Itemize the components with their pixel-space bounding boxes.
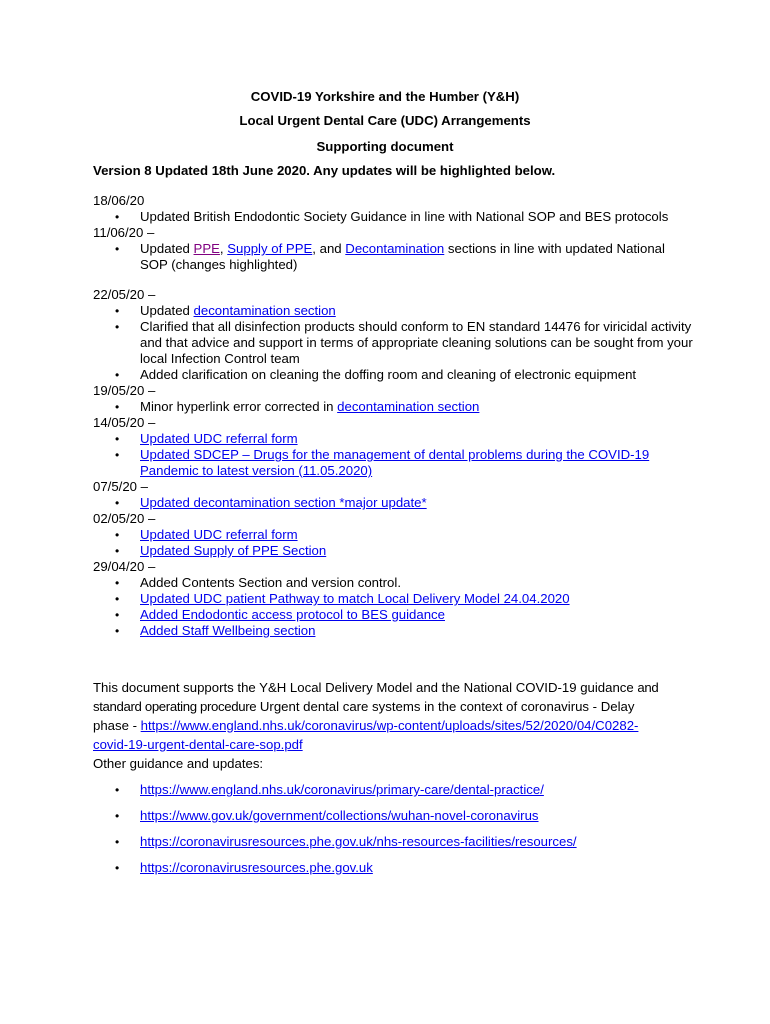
bullet-icon: • <box>115 496 120 510</box>
changelog-list <box>93 575 693 639</box>
udc-referral-form-link[interactable]: Updated UDC referral form <box>140 527 298 542</box>
sdcep-drugs-link[interactable]: Updated SDCEP – Drugs for the management of dental problems during the COVID-19 Pandemic to latest version (11.05.2020) <box>140 447 650 478</box>
staff-wellbeing-link[interactable]: Added Staff Wellbeing section <box>140 623 316 638</box>
bullet-icon: • <box>115 809 120 823</box>
changelog-date: 22/05/20 – <box>93 287 156 302</box>
changelog-item <box>93 591 693 607</box>
decontamination-section-link[interactable]: decontamination section <box>193 303 336 318</box>
supply-of-ppe-section-link[interactable]: Updated Supply of PPE Section <box>140 543 327 558</box>
changelog-date: 29/04/20 – <box>93 559 156 574</box>
bullet-icon: • <box>115 242 120 256</box>
list-item <box>93 808 693 834</box>
ppe-link[interactable]: PPE <box>193 241 220 256</box>
changelog-date: 14/05/20 – <box>93 415 156 430</box>
changelog-list <box>93 495 693 511</box>
changelog-item: • Updated decontamination section <box>115 303 336 318</box>
changelog-date: 02/05/20 – <box>93 511 156 526</box>
bullet-icon: • <box>115 608 120 622</box>
document-title-line1: COVID-19 Yorkshire and the Humber (Y&H) <box>250 89 520 104</box>
document-subtitle: Supporting document <box>316 139 454 154</box>
guidance-links-list <box>93 782 693 886</box>
bullet-icon: • <box>115 576 120 590</box>
changelog-item: • Added clarification on cleaning the doffing room and cleaning of electronic equipment <box>115 367 637 382</box>
bullet-icon: • <box>115 835 120 849</box>
changelog <box>93 193 693 639</box>
bullet-icon: • <box>115 432 120 446</box>
changelog-item <box>93 447 693 479</box>
bullet-icon: • <box>115 448 120 462</box>
intro-paragraph: This document supports the Y&H Local Delivery Model and the National COVID-19 guidance and standard operating procedure Urgent dental care systems in the context of coronavirus - Delay phase - https://www.england.nhs.uk/coronavirus/wp-content/uploads/sites/52/2020/04/C0282-covid-19-urgent-dental-care-sop.pdf <box>93 680 659 752</box>
changelog-item: • Updated PPE, Supply of PPE, and Decontamination sections in line with updated National SOP (changes highlighted) <box>115 241 665 272</box>
document-title-line2: Local Urgent Dental Care (UDC) Arrangements <box>239 113 531 128</box>
decontamination-major-update-link[interactable]: Updated decontamination section *major update* <box>140 495 427 510</box>
changelog-item <box>93 607 693 623</box>
bullet-icon: • <box>115 783 120 797</box>
bullet-icon: • <box>115 400 120 414</box>
other-guidance-heading: Other guidance and updates: <box>93 756 264 771</box>
decontamination-section-link[interactable]: decontamination section <box>337 399 480 414</box>
bullet-icon: • <box>115 528 120 542</box>
endodontic-access-link[interactable]: Added Endodontic access protocol to BES guidance <box>140 607 445 622</box>
bullet-icon: • <box>115 320 120 334</box>
changelog-date: 07/5/20 – <box>93 479 148 494</box>
changelog-date: 19/05/20 – <box>93 383 156 398</box>
list-item <box>93 782 693 808</box>
bullet-icon: • <box>115 861 120 875</box>
version-statement: Version 8 Updated 18th June 2020. Any updates will be highlighted below. <box>93 163 556 178</box>
changelog-item <box>93 543 693 559</box>
changelog-list <box>93 399 693 415</box>
supply-of-ppe-link[interactable]: Supply of PPE <box>227 241 313 256</box>
changelog-item: • Updated British Endodontic Society Guidance in line with National SOP and BES protocols <box>115 209 669 224</box>
changelog-list <box>93 209 693 225</box>
changelog-list <box>93 431 693 479</box>
decontamination-link[interactable]: Decontamination <box>345 241 445 256</box>
changelog-item: • Minor hyperlink error corrected in decontamination section <box>115 399 480 414</box>
changelog-item <box>93 527 693 543</box>
list-item <box>93 860 693 886</box>
changelog-item <box>93 623 693 639</box>
changelog-list <box>93 241 693 273</box>
bullet-icon: • <box>115 368 120 382</box>
guidance-link[interactable]: https://coronavirusresources.phe.gov.uk/nhs-resources-facilities/resources/ <box>140 834 577 849</box>
changelog-list <box>93 303 693 383</box>
udc-patient-pathway-link[interactable]: Updated UDC patient Pathway to match Local Delivery Model 24.04.2020 <box>140 591 570 606</box>
urgent-dental-care-sop-link[interactable]: https://www.england.nhs.uk/coronavirus/wp-content/uploads/sites/52/2020/04/C0282-covid-19-urgent-dental-care-sop.pdf <box>93 718 639 752</box>
bullet-icon: • <box>115 592 120 606</box>
guidance-link[interactable]: https://coronavirusresources.phe.gov.uk <box>140 860 373 875</box>
guidance-link[interactable]: https://www.gov.uk/government/collections/wuhan-novel-coronavirus <box>140 808 539 823</box>
changelog-list <box>93 527 693 559</box>
changelog-item: • Clarified that all disinfection products should conform to EN standard 14476 for viricidal activity and that advice and support in terms of appropriate cleaning solutions can be sought from your local Infection Control team <box>115 319 693 366</box>
bullet-icon: • <box>115 624 120 638</box>
changelog-item <box>93 431 693 447</box>
bullet-icon: • <box>115 304 120 318</box>
changelog-item <box>93 495 693 511</box>
udc-referral-form-link[interactable]: Updated UDC referral form <box>140 431 298 446</box>
changelog-date: 11/06/20 – <box>93 225 155 240</box>
bullet-icon: • <box>115 210 120 224</box>
changelog-item: • Added Contents Section and version control. <box>115 575 401 590</box>
changelog-date: 18/06/20 <box>93 193 145 208</box>
bullet-icon: • <box>115 544 120 558</box>
guidance-link[interactable]: https://www.england.nhs.uk/coronavirus/primary-care/dental-practice/ <box>140 782 544 797</box>
list-item <box>93 834 693 860</box>
